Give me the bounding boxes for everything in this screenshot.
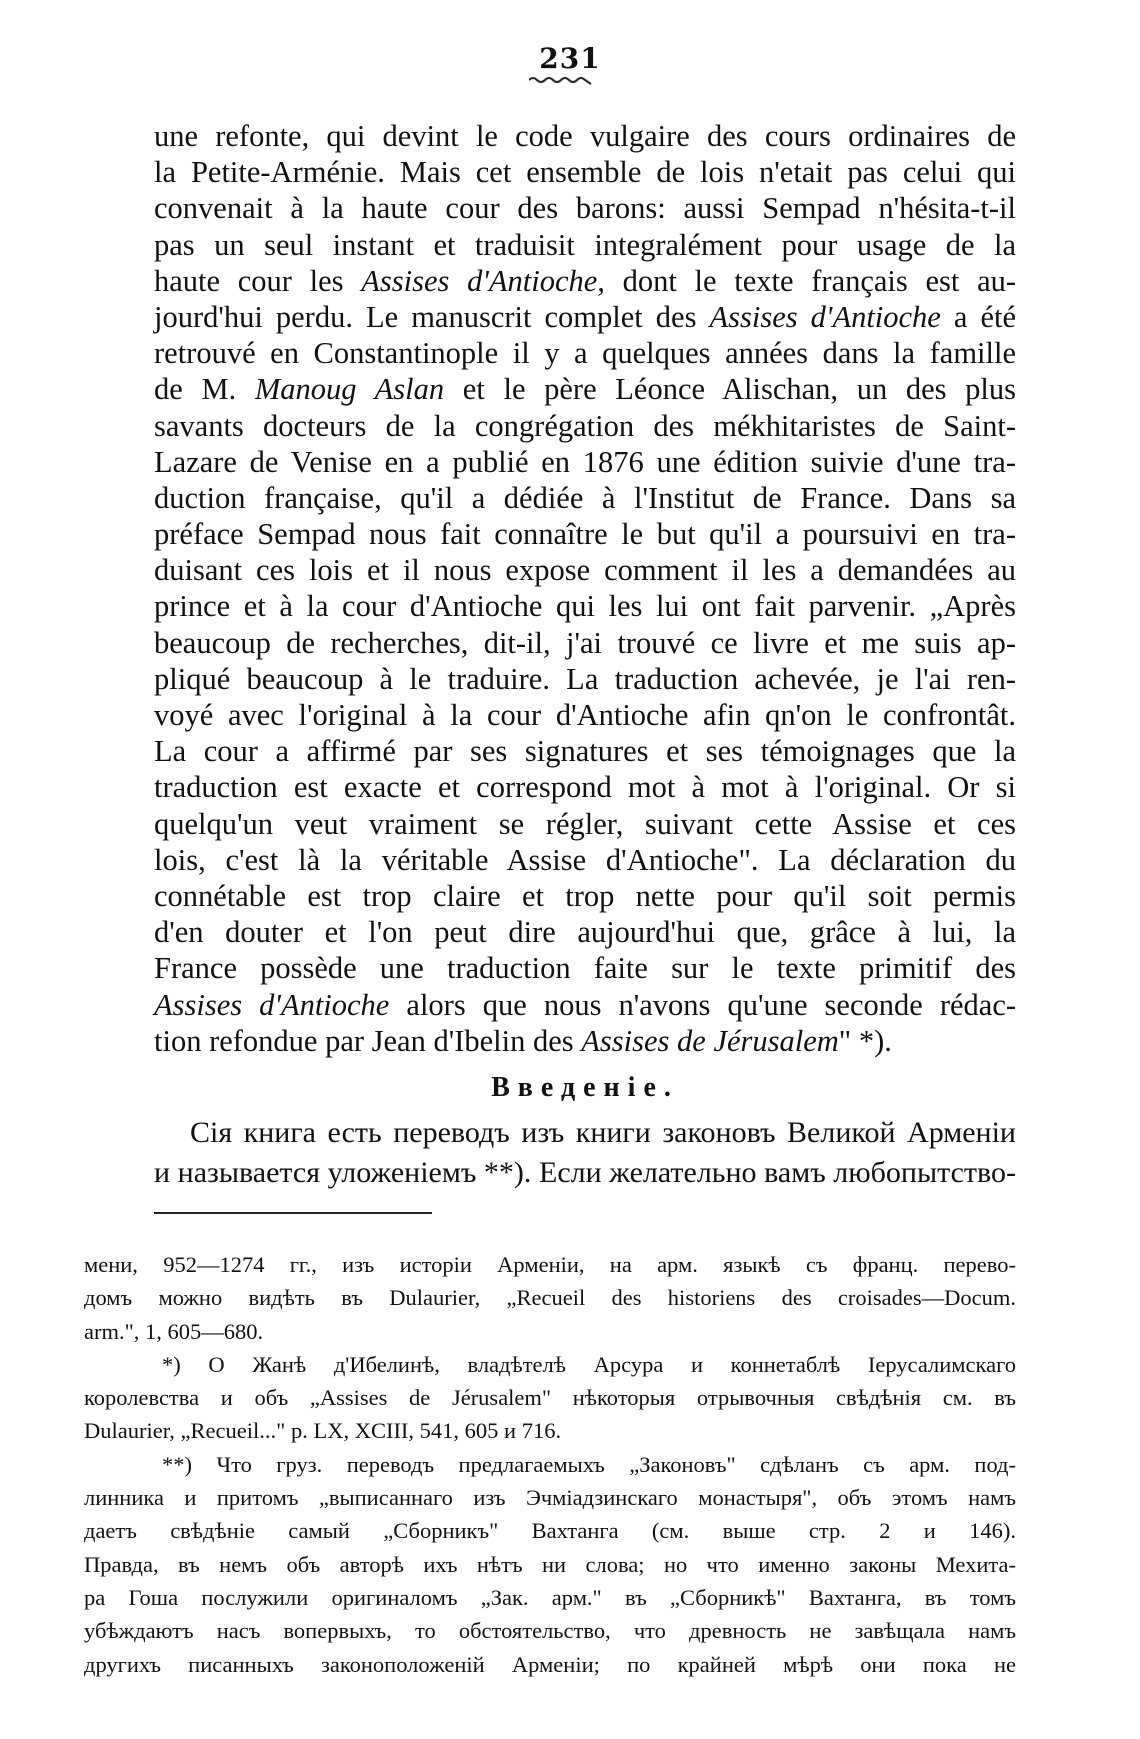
text-line: duction française, qu'il a dédiée à l'Institut de France. Dans sa xyxy=(154,480,1016,515)
footnote-line: мени, 952—1274 гг., изъ исторіи Арменіи, на арм. языкѣ съ франц. перево- xyxy=(84,1252,1016,1277)
footnote-line: Dulaurier, „Recueil..." p. LX, XCIII, 541, 605 и 716. xyxy=(84,1418,562,1444)
footnote-line: ра Гоша послужили оригиналомъ „Зак. арм." въ „Сборникѣ" Вахтанга, въ томъ xyxy=(84,1584,1016,1610)
text-line: d'en douter et l'on peut dire aujourd'hui que, grâce à lui, la xyxy=(154,915,1016,950)
section-heading: Введеніе. xyxy=(491,1072,679,1103)
text-line: quelqu'un veut vraiment se régler, suivant cette Assise et ces xyxy=(154,806,1016,841)
italic-title: Assises d'Antioche xyxy=(709,299,941,334)
text-line: retrouvé en Constantinople il y a quelques années dans la famille xyxy=(154,336,1016,371)
footnote-line: домъ можно видѣть въ Dulaurier, „Recueil des historiens des croisades—Docum. xyxy=(84,1285,1016,1311)
text-line: traduction est exacte et correspond mot à mot à l'original. Or si xyxy=(154,770,1016,805)
footnote-line: arm.", 1, 605—680. xyxy=(84,1318,264,1344)
text-line: lois, c'est là la véritable Assise d'Antioche". La déclaration du xyxy=(154,842,1016,877)
italic-name: Manoug Aslan xyxy=(254,372,445,407)
text-line: Lazare de Venise en a publié en 1876 une édition suivie d'une tra- xyxy=(154,444,1016,479)
footnote-line: другихъ писанныхъ законоположеній Арменіи; по крайней мѣрѣ они пока не xyxy=(84,1651,1016,1677)
text-line: haute cour les Assises d'Antioche, dont le texte français est au- xyxy=(154,263,1017,298)
footnote-line: даетъ свѣдѣніе самый „Сборникъ" Вахтанга (см. выше стр. 2 и 146). xyxy=(84,1518,1016,1544)
text-line: duisant ces lois et il nous expose comment il les a demandées au xyxy=(154,553,1016,588)
text-line: la Petite-Arménie. Mais cet ensemble de lois n'etait pas celui qui xyxy=(154,155,1016,190)
text-line: Assises d'Antioche alors que nous n'avons qu'une seconde rédac- xyxy=(154,987,1017,1022)
text-line: de M. Manoug Aslan et le père Léonce Alischan, un des plus xyxy=(154,372,1017,407)
main-text-paragraph xyxy=(154,118,1016,1059)
footnote-line: королевства и объ „Assises de Jérusalem" нѣкоторыя отрывочныя свѣдѣнія см. въ xyxy=(84,1385,1016,1411)
text-line: une refonte, qui devint le code vulgaire des cours ordinaires de xyxy=(154,119,1016,153)
italic-title: Assises d'Antioche xyxy=(154,987,390,1022)
footnote-line: *) О Жанѣ д'Ибелинѣ, владѣтелѣ Арсура и коннетаблѣ Іерусалимскаго xyxy=(162,1351,1016,1377)
footnote-line: **) Что груз. переводъ предлагаемыхъ „Законовъ" сдѣланъ съ арм. под- xyxy=(162,1451,1016,1477)
footnote-separator-rule xyxy=(154,1212,432,1214)
text-line: savants docteurs de la congrégation des mékhitaristes de Saint- xyxy=(154,408,1016,443)
italic-title: Assises de Jérusalem xyxy=(581,1023,839,1058)
footnote-line: Правда, въ немъ объ авторѣ ихъ нѣтъ ни слова; но что именно законы Мехита- xyxy=(84,1551,1016,1577)
text-line: jourd'hui perdu. Le manuscrit complet des Assises d'Antioche a été xyxy=(154,299,1017,334)
text-line: и называется уложеніемъ **). Если желательно вамъ любопытство- xyxy=(154,1156,1016,1189)
text-line: préface Sempad nous fait connaître le but qu'il a poursuivi en tra- xyxy=(154,517,1016,552)
text-line: Сія книга есть переводъ изъ книги законовъ Великой Арменіи xyxy=(190,1116,1016,1149)
text-line: La cour a affirmé par ses signatures et ses témoignages que la xyxy=(154,734,1016,769)
footnote-line: убѣждаютъ насъ вопервыхъ, то обстоятельство, что древность не завѣщала намъ xyxy=(84,1618,1016,1644)
text-line: France possède une traduction faite sur le texte primitif des xyxy=(154,951,1016,986)
text-line: pliqué beaucoup à le traduire. La traduction achevée, je l'ai ren- xyxy=(154,661,1016,696)
footnote-line: линника и притомъ „выписаннаго изъ Эчміадзинскаго монастыря", объ этомъ намъ xyxy=(84,1485,1016,1511)
text-line: tion refondue par Jean d'Ibelin des Assises de Jérusalem" *). xyxy=(154,1023,892,1058)
page-number: 231 xyxy=(539,42,601,75)
text-line: connétable est trop claire et trop nette pour qu'il soit permis xyxy=(154,878,1016,913)
intro-paragraph xyxy=(154,1113,1016,1193)
text-line: beaucoup de recherches, dit-il, j'ai trouvé ce livre et me suis ap- xyxy=(154,625,1016,660)
text-line: voyé avec l'original à la cour d'Antioche afin qn'on le confrontât. xyxy=(154,698,1016,732)
footnotes xyxy=(84,1248,1016,1681)
italic-title: Assises d'Antioche, xyxy=(361,263,605,298)
text-line: prince et à la cour d'Antioche qui les lui ont fait parvenir. „Après xyxy=(154,589,1016,624)
text-line: pas un seul instant et traduisit integralément pour usage de la xyxy=(154,227,1016,262)
page-number-underline-ornament xyxy=(529,76,593,86)
text-line: convenait à la haute cour des barons: aussi Sempad n'hésita-t-il xyxy=(154,191,1016,226)
